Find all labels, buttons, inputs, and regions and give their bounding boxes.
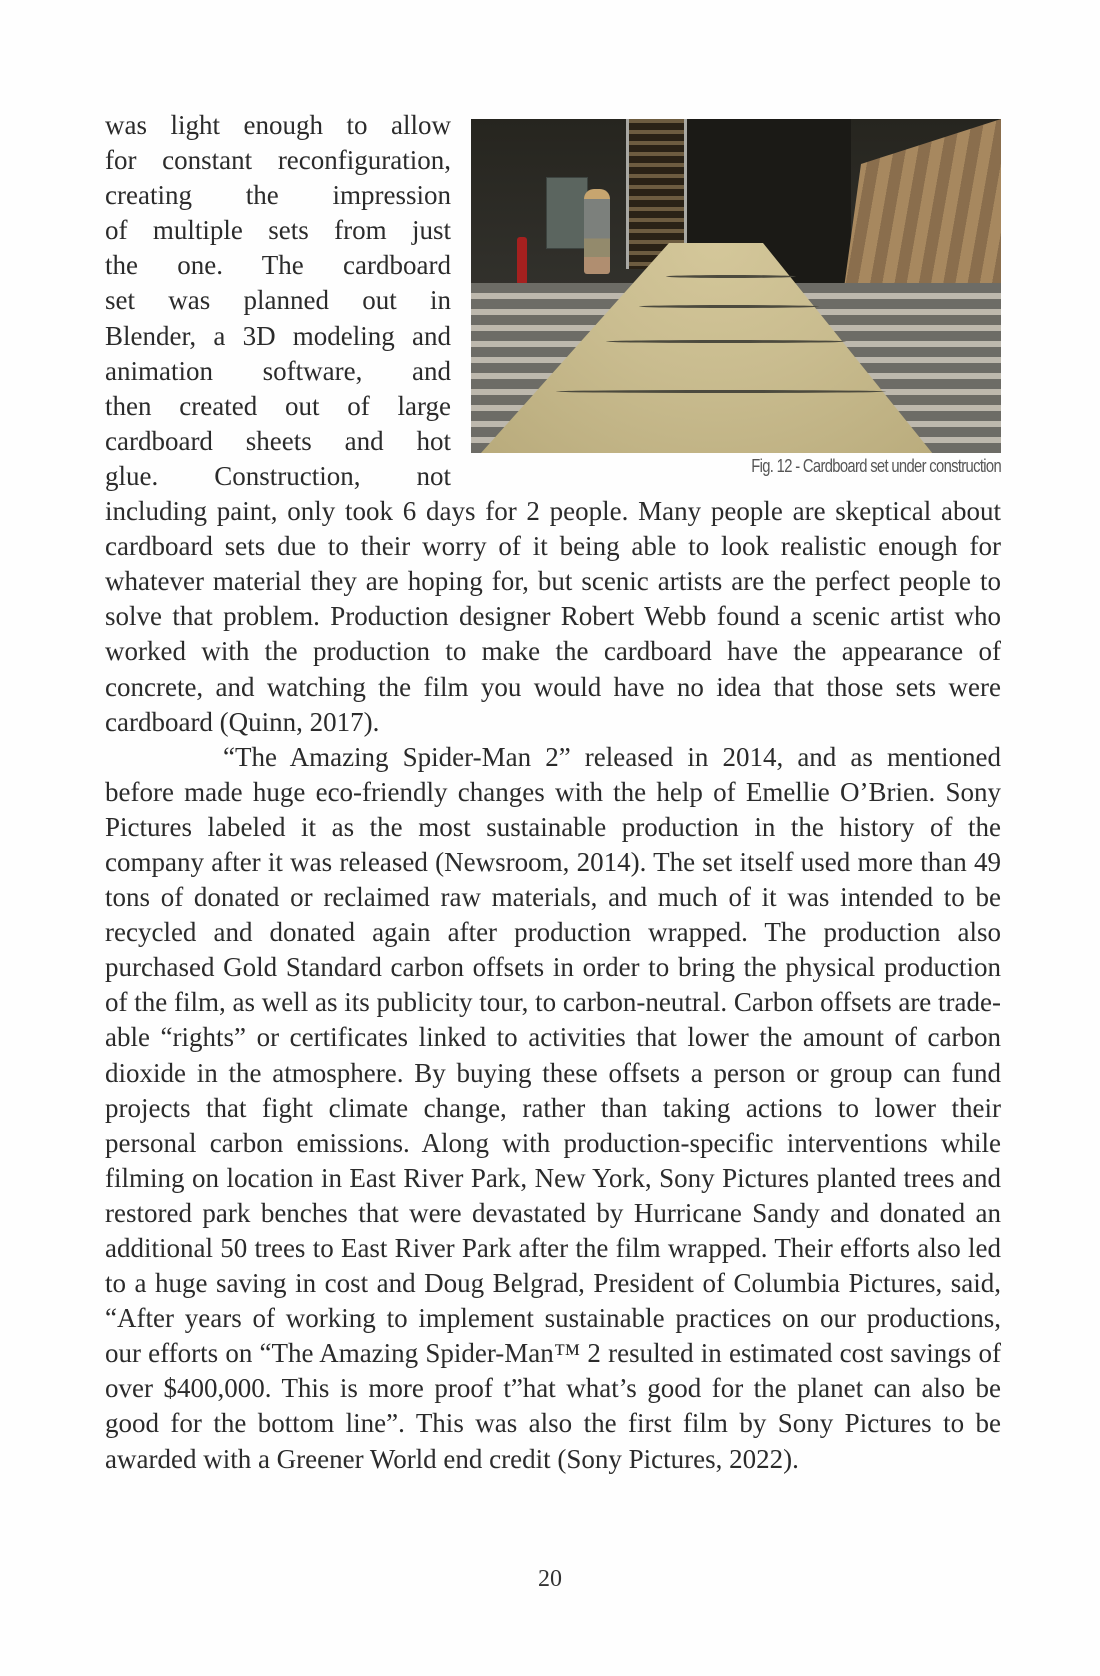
photo-trough-rib <box>556 390 886 393</box>
body-text <box>105 108 1001 1477</box>
paragraph: “The Amazing Spider-Man 2” released in 2014, and as mentioned before made huge eco-friendly changes with the help of Emellie O’Brien. Sony Pictures labeled it as the most sustainable production in the history of the company after it was released (Newsroom, 2014). The set itself used more than 49 tons of donated or reclaimed raw materials, and much of it was intended to be recycled and donated again after production wrapped. The production also purchased Gold Standard carbon offsets in order to bring the physical production of the film, as well as its publicity tour, to carbon-neutral. Carbon offsets are trade-able “rights” or certificates linked to activities that lower the amount of carbon dioxide in the atmosphere. By buying these offsets a person or group can fund projects that fight climate change, rather than taking actions to lower their personal carbon emissions. Along with production-specific interventions while filming on location in East River Park, New York, Sony Pictures planted trees and restored park benches that were devastated by Hurricane Sandy and donated an additional 50 trees to East River Park after the film wrapped. Their efforts also led to a huge saving in cost and Doug Belgrad, President of Columbia Pictures, said, “After years of working to implement sustainable practices on our productions, our efforts on “The Amazing Spider-Man™ 2 resulted in estimated cost savings of over $400,000. This is more proof t”hat what’s good for the planet can also be good for the bottom line”. This was also the first film by Sony Pictures to be awarded with a Greener World end credit (Sony Pictures, 2022). <box>105 741 1001 1474</box>
text-line: then created out of large <box>105 390 451 421</box>
text-line: animation software, and <box>105 355 451 386</box>
text-line: cardboard sheets and hot <box>105 425 451 456</box>
photo-trough-rib <box>666 275 796 278</box>
text-line: glue. Construction, not <box>105 460 451 491</box>
figure-caption: Fig. 12 - Cardboard set under construction <box>751 456 1001 476</box>
text-line: of multiple sets from just <box>105 215 451 246</box>
photo-fire-extinguisher <box>517 237 527 285</box>
text-line: was light enough to allow <box>105 110 451 140</box>
photo-trough-rib <box>639 305 819 308</box>
photo-electrical-panel <box>546 177 588 249</box>
text-line: set was planned out in <box>105 285 451 316</box>
page-number: 20 <box>538 1566 562 1592</box>
photo-person <box>584 189 610 274</box>
text-line: for constant reconfiguration, <box>105 145 451 176</box>
text-line: Blender, a 3D modeling and <box>105 320 451 351</box>
figure <box>471 119 1001 477</box>
paragraph: including paint, only took 6 days for 2 people. Many people are skeptical about cardboard sets due to their worry of it being able to look realistic enough for whatever material they are hoping for, but scenic artists are the perfect people to solve that problem. Production designer Robert Webb found a scenic artist who worked with the production to make the cardboard have the appearance of concrete, and watching the film you would have no idea that those sets were cardboard (Quinn, 2017). <box>105 496 1001 737</box>
figure-photo <box>471 119 1001 453</box>
photo-trough-rib <box>606 340 846 343</box>
text-line: creating the impression <box>105 180 451 211</box>
text-line: the one. The cardboard <box>105 250 451 281</box>
